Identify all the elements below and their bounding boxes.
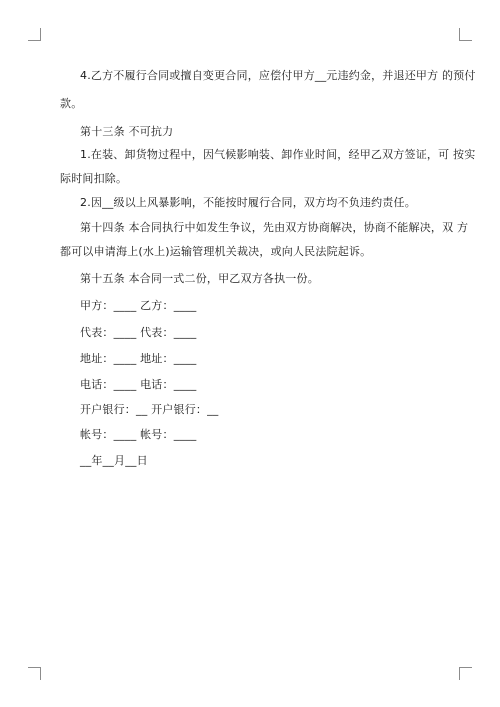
crop-mark-top-left [28,28,41,41]
crop-mark-top-right [459,28,472,41]
signature-phone-row: 电话：____ 电话：____ [80,378,197,391]
signature-account-row: 帐号：____ 帐号：____ [80,428,197,441]
article-13-heading: 第十三条 不可抗力 [80,125,174,138]
article-14-line-2: 都可以申请海上(水上)运输管理机关裁决，或向人民法院起诉。 [60,245,372,258]
paragraph-clause-4-line-1: 4.乙方不履行合同或擅自变更合同，应偿付甲方__元违约金，并退还甲方 的预付 [80,69,476,82]
signature-representative-row: 代表：____ 代表：____ [80,326,197,339]
paragraph-force-majeure-1-line-1: 1.在装、卸货物过程中，因气候影响装、卸作业时间，经甲乙双方签证，可 按实 [80,148,476,161]
paragraph-force-majeure-1-line-2: 际时间扣除。 [60,172,128,185]
signature-bank-row: 开户银行：__ 开户银行：__ [80,403,219,416]
paragraph-clause-4-line-2: 款。 [60,97,83,110]
crop-mark-bottom-left [28,667,41,680]
signature-date-row: __年__月__日 [80,454,148,467]
signature-address-row: 地址：____ 地址：____ [80,352,197,365]
article-15: 第十五条 本合同一式二份，甲乙双方各执一份。 [80,272,319,285]
article-14-line-1: 第十四条 本合同执行中如发生争议，先由双方协商解决，协商不能解决，双 方 [80,221,469,234]
paragraph-force-majeure-2: 2.因__级以上风暴影响，不能按时履行合同，双方均不负违约责任。 [80,196,416,209]
crop-mark-bottom-right [459,667,472,680]
signature-party-row: 甲方：____ 乙方：____ [80,299,197,312]
